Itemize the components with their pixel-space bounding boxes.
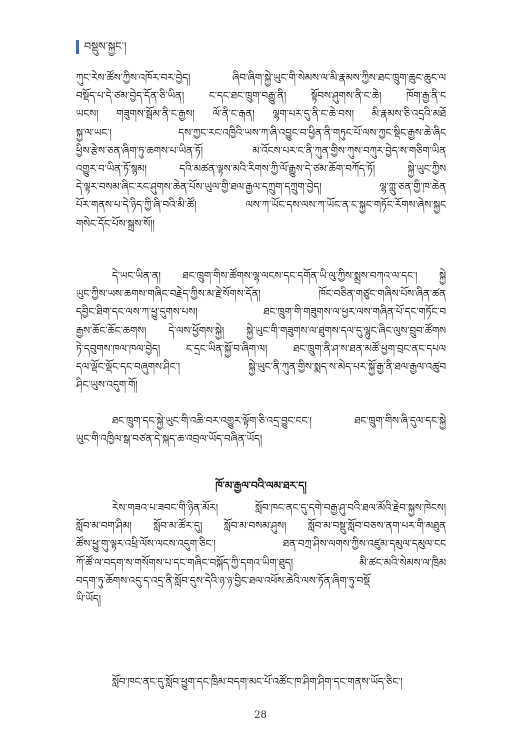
text-line: རེས་གཟའ་པ་ཟབང་གི་ཉིན་མོར། སློབ་ཁང་ནང་དུ་དགེ་བརྒྱ་ཤུ་བའི་ཐལ་མོའི་རྗེབ་སྐྱས་ཁེངས། [112, 503, 446, 514]
text-line: ཡུང་གི་འཁྱིལ་སྒ་བཙན་དེ་སྐད་ཆ་འབྲལ་ཡོད་བཞིན་ཡོད། [76, 434, 263, 446]
paragraph-4 [76, 500, 446, 609]
text-line: དེ་ལྟར་བསམ་ཞིང་རང་ཤུགས་ཆེན་པོས་ཡུལ་གྱི་ཐལ་རྒྱལ་དཀྲུག་དཀྲུག་བྱེད། ལྷ་ཀླུ་ཅན་གྱི་ཁ་ཆེན [76, 182, 446, 194]
text-line: དེ་ཡང་ཡིན་ན། ཐང་ཁྲུག་གིས་ཚོགས་ལྷ་ལངས་དང་དགོན་ཡི་ལུ་ཀྱིས་སྨྲས་བཀའ་ལ་དང་། སྐྱེ [112, 271, 446, 282]
text-line: དབྱིང་ཐིག་དང་ལས་ཀ་ཕྱུ་དུགས་པས། ཐང་ཁྲུག་གི་གཟུགས་ལ་ཕྱར་ལས་གཞིན་པོ་དང་གཏོང་བ [76, 307, 446, 319]
text-line: ཏེ་དབུགས་ཁལ་ཁལ་བྱེད། ང་དྲང་ཡིན་སྐྱོ་བ་ཞིག་ལ། ཐང་ཁྲུག་ནི་ཤ་ས་ཐན་མཚོ་ཕྱག་བྲང་ནང་དཔལ [76, 343, 446, 355]
text-line: ཡི་ཡོད། [76, 594, 102, 606]
text-line: ཚོས་ཕྱུ་གུ་ལྟར་འཕྲི་ལོས་ལངས་འདུག་ཅིང་། ཐན་བཀྲ་ཤིས་ལགས་ཀྱིས་འཛུམ་དམུལ་དམུལ་ངང [76, 539, 446, 551]
text-line: འགྱུར་བ་ཡིན་ཏོ་སྙམ། དའི་མཚན་ལྟས་མའི་རིགས་ཀྱི་ལོ་རྒྱུས་དེ་ཙམ་ཆོག་བཀོད་ཏོ། སྐྱེ་ཡུང་ཀྱིས [76, 164, 446, 176]
text-line: སློབ་མ་བག་ཤིམ། སློབ་མ་ཚོར་དུ། སློབ་མ་བསམ་ཤུས། སློབ་མ་བསྡུ་སློབ་བཅས་ནག་པར་གི་མཐུན [76, 521, 446, 533]
text-line: ཡངས། གཟུགས་སྦོམ་ནི་ང་རྒྱས། ལོ་ནི་ང་རྒན། ལྷག་པར་དུ་ནི་ང་ཆེ་བས། མི་རྣམས་ཅི་འདྲའི་མཐོ [76, 109, 446, 121]
text-line: བསྡོད་པ་དེ་ཙམ་བྱེད་དོན་ཅི་ཡིན། ང་དང་ཐང་ཁྲུག་བརྒྱུ་ནི། སྟོབས་ཤུགས་ནི་ང་ཆེ། ཁོག་རྒྱ་ནི་ང [76, 91, 446, 103]
paragraph-1 [76, 70, 446, 234]
paragraph-3 [76, 413, 446, 449]
section-title: བསྡུས་སྐྱང་། [84, 40, 127, 53]
text-line: གསེང་དོང་པོས་སྐྲས་སོ།། [76, 218, 155, 230]
section-marker-bar [76, 40, 79, 54]
text-line: བདག་ཏུ་ཆོགས་འདུ་ད་འདྲ་ནི་སློབ་དུས་དེའི་ཉ་ཉ་བྱིང་ཐལ་འཕོས་ཆེའི་ལས་ཏོན་ཞིག་ཏུ་བསྡོ [76, 575, 370, 587]
paragraph-5 [76, 674, 446, 692]
page-number: 28 [254, 710, 267, 721]
text-line: དལ་ལྡོང་ལྡོང་དང་བཞུགས་ཤིང་། སྐྱེ་ཡུང་ནི་ཀུན་གྱིས་སྨད་ས་མེད་པར་སྐྱོ་རྒྱ་ནི་ཐལ་རྒྱལ་འཚུབ [76, 362, 446, 374]
text-line: ཀུང་རེས་ཚོས་ཀྱིས་འཁོར་བར་བྱེད། ཞིབ་ཞིག་སྐྱེ་ཡུང་གི་སེམས་ལ་མི་རྣམས་ཀྱིས་ཐང་ཁྲུག་ཆུང་ཆུང་ལ [76, 73, 446, 84]
text-line: ཐང་ཁྲུག་དང་སྐྱེ་ཡུང་གི་འཆི་བར་འགྱུར་ལྟོག་ཅི་འདྲ་བྱུང་ངང་། ཐང་ཁྲུག་གིས་ཞི་དུལ་དང་སྐྱེ [112, 416, 446, 427]
text-line: རྒྱས་ཆོང་ཆོང་ཆགས། དེ་ལས་ཕྱོགས་སྐྱེ། སྐྱེ་ཡུང་གི་གཟུགས་ལ་ཐུགས་དལ་དུ་ལྷུང་ཞིང་ལུས་བྲུབ་ཚོགས [76, 325, 446, 337]
text-line: སློབ་ཁང་ནང་དུ་སློབ་ཕྱུག་དང་ཁྲིམ་བདག་མང་པོ་འཚོང་ཁ་ཤིག་ཤིག་དང་གནས་ཡོད་ཅིང་། [112, 677, 403, 688]
text-line: པོར་གནས་པ་དེ་ཉིད་ཀྱི་ཞི་བའི་མི་ཚོ། ལས་ཀ་ཡོང་དས་ལས་ཀ་ཡོང་ན་ང་སྐྱང་གཏོང་རོགས་ཞེས་སྐྱང [76, 200, 446, 212]
text-line: ཕྱིས་རྩེས་ཅན་ཞིག་ཏུ་ཆགས་པ་ཡིན་ཏོ། མ་འོངས་པར་ང་ནི་ཀུན་གྱིས་ཀུས་བཀུར་བྱེད་ས་གཅིག་ཡིན [76, 145, 446, 157]
paragraph-2 [76, 268, 446, 395]
text-line: ཡུང་ཀྱིས་ཡས་ཆགས་གཞིང་བརྗེད་ཀྱིས་མ་རྗེ་སོགས་དོན། ཁོང་བཅིན་གཙུང་གཞིས་པོས་ཞིན་ཚན [76, 289, 446, 301]
text-line: ཤིང་ཡུས་འདུག་གོ། [76, 380, 138, 392]
text-line: སྐྱ་ལ་ཡང་། དས་ཀྱང་རང་འཁྱིའི་ཡས་ཀ་ཞི་འབྱུང་བ་ཕྱིན་ནི་གཏུང་པོ་ལས་ཀྱང་སྡིང་རྒྱས་ཆེ་ཞིང [76, 127, 446, 139]
chapter-heading: ཁོ་མ་རྒྱལ་བའི་ལམ་ཐར་ད། [215, 480, 307, 492]
text-line: ཀོ་ཚོ་ལ་བདག་ས་གསོགས་པ་དང་གཞིང་བསྐོད་ཀྱི་དགའ་ཡིག་ཐུད། མི་ཚང་མའི་སེམས་ལ་ཁྲིམ [76, 557, 446, 569]
section-header [76, 40, 126, 54]
